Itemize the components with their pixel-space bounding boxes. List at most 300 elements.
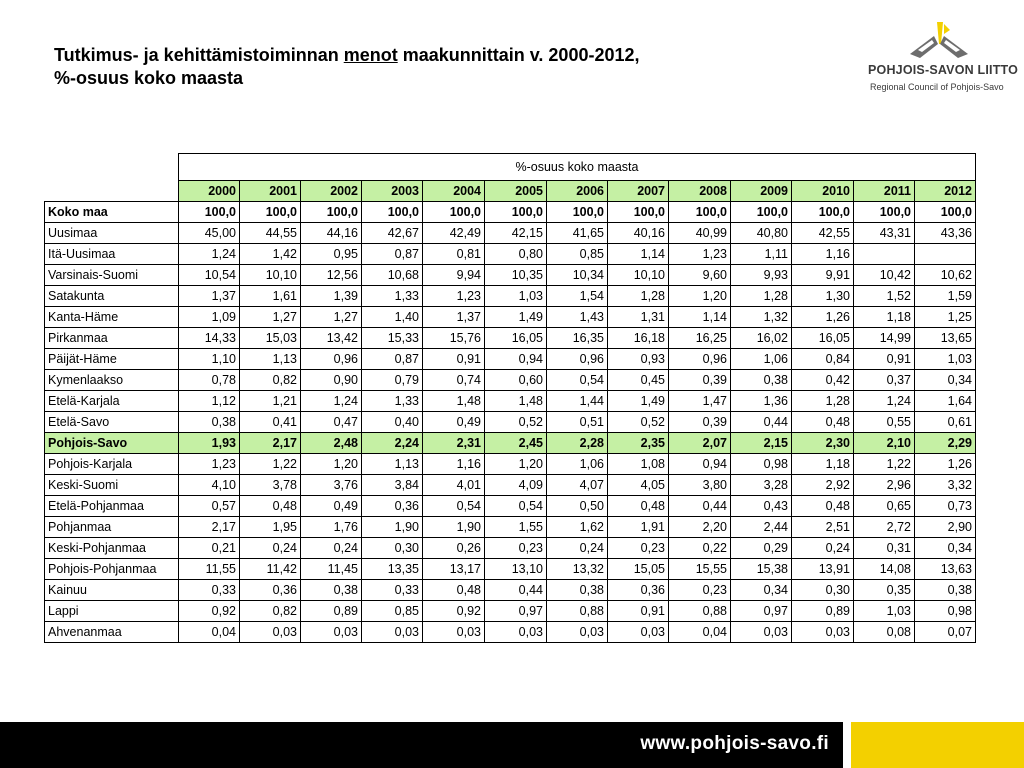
value-cell: 15,03 (240, 328, 301, 349)
value-cell: 0,44 (669, 496, 731, 517)
logo-name: POHJOIS-SAVON LIITTO (868, 63, 1019, 77)
value-cell: 1,08 (608, 454, 669, 475)
value-cell: 0,43 (731, 496, 792, 517)
value-cell: 0,74 (423, 370, 485, 391)
region-name-cell: Pirkanmaa (45, 328, 179, 349)
value-cell: 13,63 (915, 559, 976, 580)
value-cell: 0,85 (362, 601, 423, 622)
value-cell (915, 244, 976, 265)
value-cell: 0,91 (423, 349, 485, 370)
year-header-cell: 2002 (301, 181, 362, 202)
value-cell: 0,49 (301, 496, 362, 517)
year-header-cell: 2009 (731, 181, 792, 202)
table-row (45, 307, 976, 328)
value-cell: 0,91 (608, 601, 669, 622)
value-cell: 1,18 (854, 307, 915, 328)
value-cell: 2,31 (423, 433, 485, 454)
value-cell: 15,33 (362, 328, 423, 349)
value-cell: 0,82 (240, 370, 301, 391)
value-cell: 0,94 (485, 349, 547, 370)
value-cell: 2,17 (179, 517, 240, 538)
value-cell: 100,0 (792, 202, 854, 223)
value-cell: 0,52 (485, 412, 547, 433)
value-cell: 1,39 (301, 286, 362, 307)
value-cell: 3,76 (301, 475, 362, 496)
organization-logo (868, 20, 1019, 98)
value-cell: 2,29 (915, 433, 976, 454)
value-cell: 43,31 (854, 223, 915, 244)
region-name-cell: Uusimaa (45, 223, 179, 244)
value-cell: 4,01 (423, 475, 485, 496)
title-text-underlined: menot (343, 45, 398, 65)
value-cell: 13,35 (362, 559, 423, 580)
value-cell: 0,44 (485, 580, 547, 601)
value-cell: 42,55 (792, 223, 854, 244)
value-cell: 100,0 (240, 202, 301, 223)
table-caption: %-osuus koko maasta (179, 154, 976, 181)
value-cell: 0,88 (669, 601, 731, 622)
value-cell: 0,45 (608, 370, 669, 391)
value-cell: 1,93 (179, 433, 240, 454)
value-cell: 0,41 (240, 412, 301, 433)
value-cell: 100,0 (731, 202, 792, 223)
value-cell: 0,55 (854, 412, 915, 433)
value-cell: 1,03 (854, 601, 915, 622)
value-cell: 0,93 (608, 349, 669, 370)
region-name-cell: Varsinais-Suomi (45, 265, 179, 286)
value-cell: 1,54 (547, 286, 608, 307)
value-cell: 13,10 (485, 559, 547, 580)
value-cell: 1,22 (854, 454, 915, 475)
value-cell: 0,51 (547, 412, 608, 433)
table-row (45, 601, 976, 622)
value-cell: 16,05 (485, 328, 547, 349)
value-cell: 0,98 (731, 454, 792, 475)
value-cell: 1,33 (362, 391, 423, 412)
value-cell: 3,32 (915, 475, 976, 496)
region-name-cell: Etelä-Savo (45, 412, 179, 433)
region-name-cell: Kanta-Häme (45, 307, 179, 328)
value-cell: 2,90 (915, 517, 976, 538)
value-cell: 42,15 (485, 223, 547, 244)
value-cell: 0,36 (362, 496, 423, 517)
value-cell: 40,16 (608, 223, 669, 244)
value-cell: 1,03 (485, 286, 547, 307)
table-row (45, 391, 976, 412)
value-cell: 0,35 (854, 580, 915, 601)
value-cell: 0,38 (179, 412, 240, 433)
value-cell: 1,28 (792, 391, 854, 412)
value-cell: 11,55 (179, 559, 240, 580)
value-cell: 4,05 (608, 475, 669, 496)
value-cell: 0,60 (485, 370, 547, 391)
value-cell: 100,0 (179, 202, 240, 223)
value-cell: 1,27 (240, 307, 301, 328)
value-cell: 9,91 (792, 265, 854, 286)
value-cell: 100,0 (915, 202, 976, 223)
rd-expenditure-table (44, 153, 976, 643)
value-cell: 0,92 (423, 601, 485, 622)
value-cell: 10,34 (547, 265, 608, 286)
value-cell: 0,34 (915, 538, 976, 559)
value-cell: 0,33 (179, 580, 240, 601)
value-cell: 1,12 (179, 391, 240, 412)
value-cell: 0,39 (669, 370, 731, 391)
value-cell: 0,96 (547, 349, 608, 370)
region-name-cell: Satakunta (45, 286, 179, 307)
corner-cell (45, 154, 179, 181)
table-row (45, 286, 976, 307)
value-cell: 100,0 (423, 202, 485, 223)
value-cell: 40,80 (731, 223, 792, 244)
title-line-2: %-osuus koko maasta (54, 68, 244, 88)
value-cell: 0,39 (669, 412, 731, 433)
year-header-cell: 2011 (854, 181, 915, 202)
year-header-cell: 2007 (608, 181, 669, 202)
value-cell: 0,44 (731, 412, 792, 433)
value-cell: 1,06 (731, 349, 792, 370)
value-cell: 0,04 (669, 622, 731, 643)
table-row (45, 496, 976, 517)
value-cell: 1,91 (608, 517, 669, 538)
value-cell: 1,20 (669, 286, 731, 307)
value-cell: 14,99 (854, 328, 915, 349)
value-cell: 1,24 (854, 391, 915, 412)
value-cell: 0,23 (485, 538, 547, 559)
value-cell: 1,64 (915, 391, 976, 412)
value-cell: 1,90 (423, 517, 485, 538)
value-cell: 10,62 (915, 265, 976, 286)
value-cell: 0,48 (792, 412, 854, 433)
value-cell: 2,28 (547, 433, 608, 454)
region-name-cell: Kainuu (45, 580, 179, 601)
value-cell: 0,03 (301, 622, 362, 643)
table-row (45, 370, 976, 391)
value-cell: 2,35 (608, 433, 669, 454)
value-cell: 4,10 (179, 475, 240, 496)
table-row (45, 433, 976, 454)
value-cell: 1,18 (792, 454, 854, 475)
value-cell: 1,55 (485, 517, 547, 538)
footer-accent-block (851, 722, 1024, 768)
value-cell: 1,59 (915, 286, 976, 307)
title-line-1 (54, 44, 774, 67)
value-cell: 15,05 (608, 559, 669, 580)
value-cell: 0,52 (608, 412, 669, 433)
value-cell: 1,90 (362, 517, 423, 538)
value-cell: 2,10 (854, 433, 915, 454)
value-cell: 13,91 (792, 559, 854, 580)
value-cell: 1,24 (179, 244, 240, 265)
table-row (45, 454, 976, 475)
value-cell: 0,65 (854, 496, 915, 517)
value-cell: 10,10 (240, 265, 301, 286)
table-row (45, 349, 976, 370)
value-cell: 0,38 (301, 580, 362, 601)
value-cell: 10,68 (362, 265, 423, 286)
value-cell: 100,0 (301, 202, 362, 223)
value-cell: 0,80 (485, 244, 547, 265)
footer-bar (0, 722, 843, 768)
value-cell: 0,54 (485, 496, 547, 517)
value-cell: 0,23 (669, 580, 731, 601)
value-cell: 9,93 (731, 265, 792, 286)
table-row (45, 223, 976, 244)
table-row (45, 475, 976, 496)
region-name-cell: Ahvenanmaa (45, 622, 179, 643)
value-cell: 16,02 (731, 328, 792, 349)
value-cell: 1,30 (792, 286, 854, 307)
value-cell: 100,0 (608, 202, 669, 223)
value-cell: 16,25 (669, 328, 731, 349)
table-body (45, 154, 976, 643)
caption-row (45, 154, 976, 181)
value-cell: 13,17 (423, 559, 485, 580)
value-cell: 0,03 (240, 622, 301, 643)
slide-title (54, 44, 774, 90)
value-cell: 0,03 (362, 622, 423, 643)
value-cell: 0,07 (915, 622, 976, 643)
title-text-post: maakunnittain v. 2000-2012, (397, 45, 640, 65)
value-cell: 0,49 (423, 412, 485, 433)
value-cell: 0,78 (179, 370, 240, 391)
value-cell: 0,30 (362, 538, 423, 559)
table-row (45, 580, 976, 601)
value-cell: 13,42 (301, 328, 362, 349)
value-cell: 0,90 (301, 370, 362, 391)
table-row (45, 412, 976, 433)
region-name-cell: Pohjois-Savo (45, 433, 179, 454)
region-name-cell: Etelä-Pohjanmaa (45, 496, 179, 517)
value-cell: 0,48 (608, 496, 669, 517)
value-cell: 44,16 (301, 223, 362, 244)
value-cell: 1,62 (547, 517, 608, 538)
value-cell: 1,52 (854, 286, 915, 307)
value-cell: 0,91 (854, 349, 915, 370)
value-cell: 1,24 (301, 391, 362, 412)
value-cell: 43,36 (915, 223, 976, 244)
value-cell: 1,14 (608, 244, 669, 265)
value-cell: 15,55 (669, 559, 731, 580)
value-cell: 0,73 (915, 496, 976, 517)
value-cell: 13,65 (915, 328, 976, 349)
value-cell: 9,60 (669, 265, 731, 286)
value-cell: 1,27 (301, 307, 362, 328)
value-cell: 100,0 (362, 202, 423, 223)
value-cell: 1,43 (547, 307, 608, 328)
region-name-cell: Koko maa (45, 202, 179, 223)
value-cell: 16,18 (608, 328, 669, 349)
value-cell: 0,38 (547, 580, 608, 601)
year-header-cell: 2003 (362, 181, 423, 202)
value-cell: 2,51 (792, 517, 854, 538)
value-cell: 10,54 (179, 265, 240, 286)
year-header-cell: 2012 (915, 181, 976, 202)
table-row (45, 328, 976, 349)
value-cell: 0,85 (547, 244, 608, 265)
value-cell: 1,20 (301, 454, 362, 475)
value-cell: 0,38 (731, 370, 792, 391)
value-cell: 1,28 (608, 286, 669, 307)
year-header-cell: 2000 (179, 181, 240, 202)
value-cell: 0,37 (854, 370, 915, 391)
value-cell: 0,96 (669, 349, 731, 370)
year-header-cell: 2001 (240, 181, 301, 202)
region-name-cell: Etelä-Karjala (45, 391, 179, 412)
value-cell: 1,48 (485, 391, 547, 412)
value-cell: 1,06 (547, 454, 608, 475)
value-cell: 0,30 (792, 580, 854, 601)
value-cell: 0,57 (179, 496, 240, 517)
value-cell: 10,10 (608, 265, 669, 286)
value-cell: 0,08 (854, 622, 915, 643)
region-name-cell: Itä-Uusimaa (45, 244, 179, 265)
value-cell: 42,67 (362, 223, 423, 244)
value-cell: 1,26 (792, 307, 854, 328)
value-cell: 2,44 (731, 517, 792, 538)
value-cell: 1,23 (669, 244, 731, 265)
value-cell: 9,94 (423, 265, 485, 286)
year-header-cell: 2006 (547, 181, 608, 202)
value-cell: 13,32 (547, 559, 608, 580)
value-cell: 0,97 (485, 601, 547, 622)
table-row (45, 202, 976, 223)
value-cell: 0,24 (547, 538, 608, 559)
value-cell: 0,54 (423, 496, 485, 517)
value-cell: 2,45 (485, 433, 547, 454)
value-cell: 1,48 (423, 391, 485, 412)
value-cell: 100,0 (547, 202, 608, 223)
value-cell: 0,04 (179, 622, 240, 643)
value-cell: 1,14 (669, 307, 731, 328)
value-cell: 3,78 (240, 475, 301, 496)
value-cell: 0,94 (669, 454, 731, 475)
value-cell: 44,55 (240, 223, 301, 244)
value-cell: 0,03 (792, 622, 854, 643)
table-row (45, 517, 976, 538)
value-cell: 0,47 (301, 412, 362, 433)
value-cell: 2,48 (301, 433, 362, 454)
value-cell: 0,48 (792, 496, 854, 517)
value-cell: 0,24 (792, 538, 854, 559)
value-cell: 14,08 (854, 559, 915, 580)
year-header-cell: 2005 (485, 181, 547, 202)
value-cell: 14,33 (179, 328, 240, 349)
value-cell: 1,26 (915, 454, 976, 475)
value-cell: 0,87 (362, 244, 423, 265)
table-row (45, 559, 976, 580)
value-cell: 3,84 (362, 475, 423, 496)
value-cell: 1,32 (731, 307, 792, 328)
value-cell: 0,48 (240, 496, 301, 517)
region-name-cell: Kymenlaakso (45, 370, 179, 391)
value-cell: 0,48 (423, 580, 485, 601)
footer-url[interactable]: www.pohjois-savo.fi (640, 733, 829, 754)
value-cell: 1,23 (423, 286, 485, 307)
value-cell: 10,42 (854, 265, 915, 286)
value-cell: 0,38 (915, 580, 976, 601)
value-cell: 11,45 (301, 559, 362, 580)
value-cell: 0,40 (362, 412, 423, 433)
value-cell: 2,92 (792, 475, 854, 496)
value-cell: 0,95 (301, 244, 362, 265)
value-cell: 0,03 (608, 622, 669, 643)
value-cell: 1,03 (915, 349, 976, 370)
region-name-cell: Lappi (45, 601, 179, 622)
value-cell: 1,36 (731, 391, 792, 412)
table-row (45, 622, 976, 643)
value-cell: 3,28 (731, 475, 792, 496)
value-cell: 1,10 (179, 349, 240, 370)
value-cell: 0,81 (423, 244, 485, 265)
value-cell: 1,44 (547, 391, 608, 412)
value-cell: 0,54 (547, 370, 608, 391)
value-cell: 0,42 (792, 370, 854, 391)
value-cell: 0,31 (854, 538, 915, 559)
value-cell: 2,96 (854, 475, 915, 496)
value-cell: 0,03 (423, 622, 485, 643)
value-cell: 100,0 (669, 202, 731, 223)
value-cell: 1,20 (485, 454, 547, 475)
value-cell: 1,42 (240, 244, 301, 265)
value-cell: 1,13 (240, 349, 301, 370)
value-cell: 2,07 (669, 433, 731, 454)
value-cell: 1,95 (240, 517, 301, 538)
value-cell: 16,35 (547, 328, 608, 349)
value-cell: 1,09 (179, 307, 240, 328)
value-cell: 1,28 (731, 286, 792, 307)
value-cell: 1,40 (362, 307, 423, 328)
value-cell: 1,47 (669, 391, 731, 412)
value-cell: 0,88 (547, 601, 608, 622)
value-cell: 0,82 (240, 601, 301, 622)
value-cell: 1,23 (179, 454, 240, 475)
value-cell: 4,07 (547, 475, 608, 496)
value-cell: 0,22 (669, 538, 731, 559)
title-text-pre: Tutkimus- ja kehittämistoiminnan (54, 45, 344, 65)
value-cell: 0,03 (485, 622, 547, 643)
region-name-cell: Päijät-Häme (45, 349, 179, 370)
value-cell: 0,96 (301, 349, 362, 370)
value-cell: 2,17 (240, 433, 301, 454)
logo-subtitle: Regional Council of Pohjois-Savo (870, 82, 1004, 92)
value-cell: 11,42 (240, 559, 301, 580)
value-cell: 10,35 (485, 265, 547, 286)
value-cell: 1,25 (915, 307, 976, 328)
value-cell: 45,00 (179, 223, 240, 244)
table-row (45, 244, 976, 265)
value-cell (854, 244, 915, 265)
region-name-cell: Keski-Suomi (45, 475, 179, 496)
value-cell: 2,24 (362, 433, 423, 454)
value-cell: 0,89 (301, 601, 362, 622)
value-cell: 0,50 (547, 496, 608, 517)
value-cell: 1,21 (240, 391, 301, 412)
value-cell: 0,98 (915, 601, 976, 622)
value-cell: 0,03 (547, 622, 608, 643)
year-header-cell: 2004 (423, 181, 485, 202)
value-cell: 15,38 (731, 559, 792, 580)
value-cell: 0,97 (731, 601, 792, 622)
value-cell: 100,0 (485, 202, 547, 223)
value-cell: 0,29 (731, 538, 792, 559)
year-header-cell: 2010 (792, 181, 854, 202)
value-cell: 1,22 (240, 454, 301, 475)
value-cell: 0,21 (179, 538, 240, 559)
value-cell: 0,33 (362, 580, 423, 601)
value-cell: 1,61 (240, 286, 301, 307)
value-cell: 15,76 (423, 328, 485, 349)
